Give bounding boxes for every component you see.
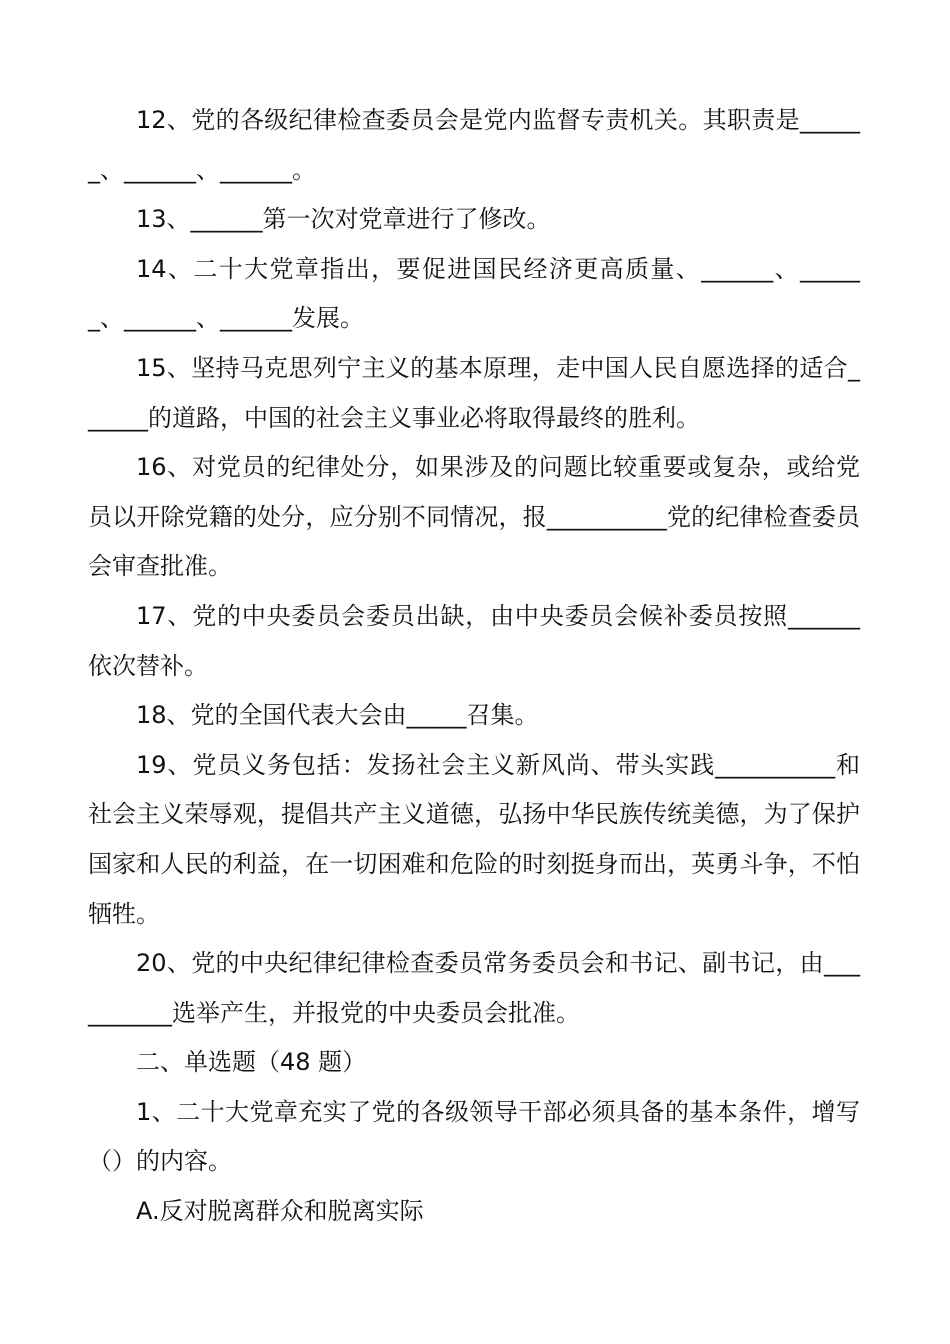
question-18: 18、党的全国代表大会由_____召集。 <box>136 701 539 730</box>
question-15: 15、坚持马克思列宁主义的基本原理，走中国人民自愿选择的适合______的道路，中国的社会主义事业必将取得最终的胜利。 <box>88 353 860 432</box>
question-19: 19、党员义务包括：发扬社会主义新风尚、带头实践__________和社会主义荣辱观，提倡共产主义道德，弘扬中华民族传统美德，为了保护国家和人民的利益，在一切困难和危险的时刻挺身而出，英勇斗争，不怕牺牲。 <box>88 750 860 928</box>
option-a: A.反对脱离群众和脱离实际 <box>136 1197 424 1226</box>
single-choice-question-1: 1、二十大党章充实了党的各级领导干部必须具备的基本条件，增写（）的内容。 <box>88 1097 860 1176</box>
section-heading: 二、单选题（48 题） <box>136 1048 367 1077</box>
question-12: 12、党的各级纪律检查委员会是党内监督专责机关。其职责是______、______、______。 <box>88 106 860 184</box>
question-20: 20、党的中央纪律纪律检查委员常务委员会和书记、副书记，由__________选举产生，并报党的中央委员会批准。 <box>88 949 860 1027</box>
document-body <box>88 96 860 1237</box>
question-14: 14、二十大党章指出，要促进国民经济更高质量、______、______、______、______发展。 <box>88 254 860 333</box>
question-17: 17、党的中央委员会委员出缺，由中央委员会候补委员按照______依次替补。 <box>88 601 860 680</box>
question-13: 13、______第一次对党章进行了修改。 <box>136 205 551 234</box>
question-16: 16、对党员的纪律处分，如果涉及的问题比较重要或复杂，或给党员以开除党籍的处分，应分别不同情况，报__________党的纪律检查委员会审查批准。 <box>88 453 860 581</box>
